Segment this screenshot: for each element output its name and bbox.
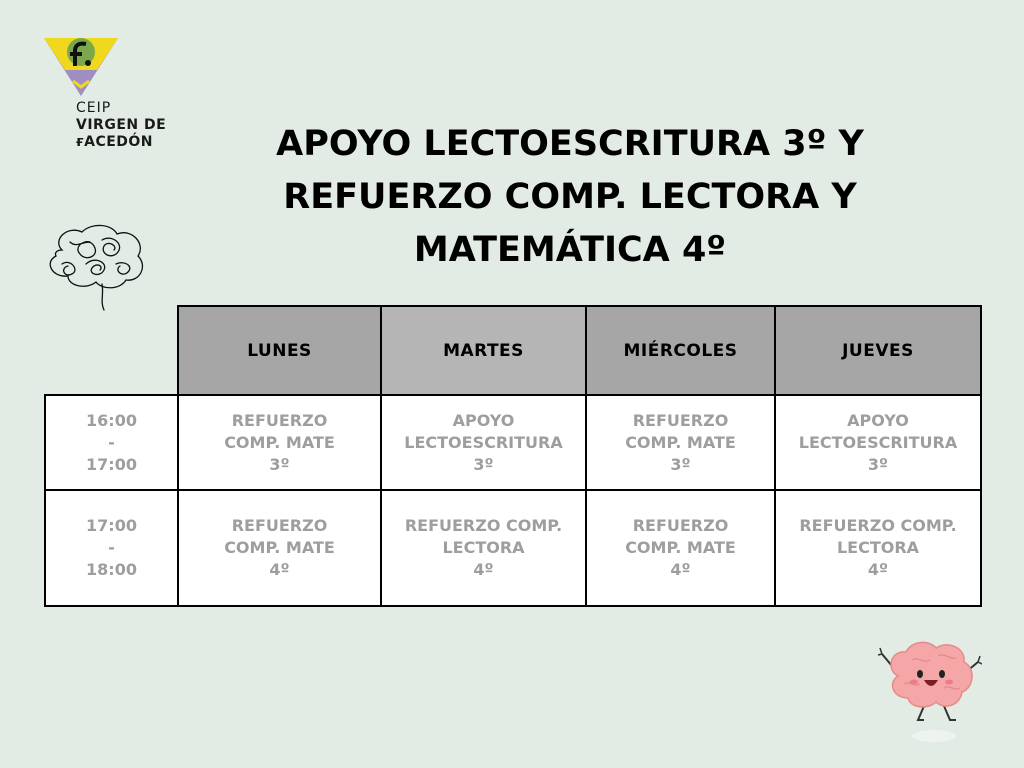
schedule-cell (381, 395, 586, 490)
happy-brain-icon (878, 636, 982, 746)
cell-line: APOYO (452, 410, 515, 430)
schedule-cell (178, 395, 381, 490)
time-start: 17:00 (86, 516, 137, 535)
cell-line: 4º (670, 560, 691, 579)
cell-line: COMP. MATE (224, 432, 335, 452)
logo-f-icon: ғ (76, 134, 85, 150)
schedule-table (44, 305, 982, 607)
time-slot-cell (45, 490, 178, 606)
cell-line: REFUERZO (231, 516, 328, 535)
logo-line-1: CEIP (76, 100, 112, 116)
cell-line: 3º (269, 454, 290, 474)
time-slot-cell (45, 395, 178, 490)
school-logo (42, 36, 172, 156)
cell-line: COMP. MATE (625, 538, 736, 557)
schedule-cell (586, 490, 775, 606)
cell-line: LECTOESCRITURA (798, 432, 958, 452)
cell-line: 3º (473, 454, 494, 474)
cell-line: LECTOESCRITURA (404, 432, 563, 452)
table-row (45, 395, 981, 490)
cell-line: COMP. MATE (625, 432, 736, 452)
schedule-cell (775, 490, 981, 606)
table-row (45, 490, 981, 606)
school-logo-icon (42, 36, 122, 98)
page-title (200, 118, 940, 277)
title-line-2: REFUERZO COMP. LECTORA Y (283, 177, 857, 217)
header-corner (45, 306, 178, 395)
cell-line: COMP. MATE (224, 538, 335, 557)
schedule-cell (178, 490, 381, 606)
header-day-martes: MARTES (381, 306, 586, 395)
cell-line: LECTORA (836, 538, 920, 557)
cell-line: APOYO (847, 410, 909, 430)
schedule-cell (586, 395, 775, 490)
title-line-3: MATEMÁTICA 4º (413, 230, 727, 270)
cell-line: 3º (867, 454, 889, 474)
time-end: 18:00 (86, 560, 137, 579)
cell-line: REFUERZO COMP. (404, 516, 563, 535)
header-day-jueves: JUEVES (775, 306, 981, 395)
cell-line: REFUERZO COMP. (799, 516, 957, 535)
cell-line: 3º (670, 454, 691, 474)
cell-line: 4º (473, 560, 494, 579)
cell-line: 4º (867, 560, 889, 579)
header-row (45, 306, 981, 395)
logo-line-3-text: ACEDÓN (84, 134, 154, 150)
cell-line: REFUERZO (632, 410, 729, 430)
header-day-lunes: LUNES (178, 306, 381, 395)
brain-sketch-icon (42, 220, 148, 316)
time-separator: - (108, 432, 115, 452)
time-start: 16:00 (86, 410, 137, 430)
schedule-cell (381, 490, 586, 606)
time-end: 17:00 (86, 454, 137, 474)
cell-line: REFUERZO (632, 516, 729, 535)
header-day-miercoles: MIÉRCOLES (586, 306, 775, 395)
time-separator: - (108, 538, 115, 557)
cell-line: LECTORA (442, 538, 525, 557)
logo-line-2: VIRGEN DE (76, 117, 167, 133)
title-line-1: APOYO LECTOESCRITURA 3º Y (276, 124, 864, 164)
cell-line: 4º (269, 560, 290, 579)
schedule-cell (775, 395, 981, 490)
cell-line: REFUERZO (231, 410, 328, 430)
logo-line-3 (76, 134, 166, 151)
